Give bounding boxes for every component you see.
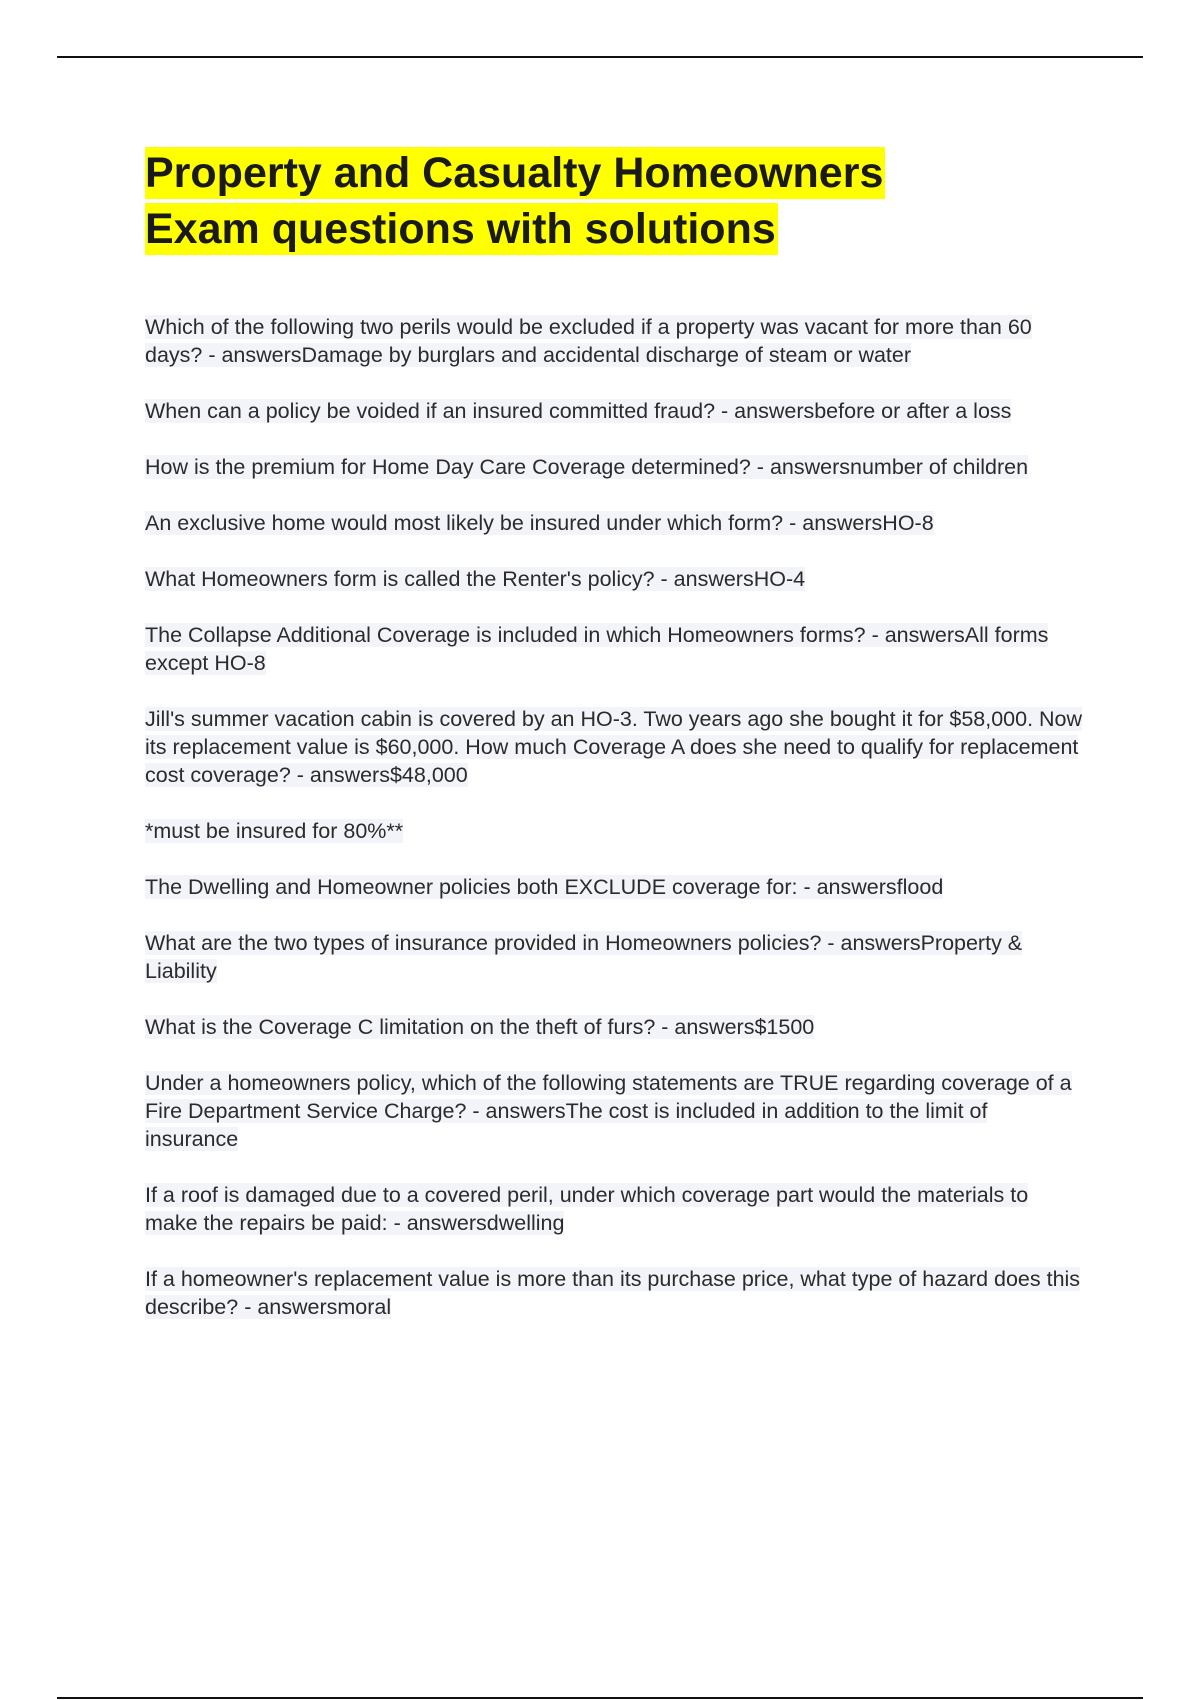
qa-text: If a homeowner's replacement value is more than its purchase price, what type of hazard does this describe? - answersmoral bbox=[145, 1267, 1081, 1319]
qa-text: The Collapse Additional Coverage is included in which Homeowners forms? - answersAll forms except HO-8 bbox=[145, 623, 1049, 675]
qa-item bbox=[145, 621, 1085, 677]
qa-item bbox=[145, 705, 1085, 789]
title-line-1: Property and Casualty Homeowners bbox=[145, 149, 884, 197]
top-rule bbox=[57, 56, 1143, 58]
qa-text: How is the premium for Home Day Care Coverage determined? - answersnumber of children bbox=[145, 455, 1029, 479]
qa-item bbox=[145, 397, 1085, 425]
qa-item bbox=[145, 1265, 1085, 1321]
qa-item bbox=[145, 873, 1085, 901]
qa-text: What is the Coverage C limitation on the theft of furs? - answers$1500 bbox=[145, 1015, 815, 1039]
qa-text: What Homeowners form is called the Renter's policy? - answersHO-4 bbox=[145, 567, 806, 591]
qa-item bbox=[145, 565, 1085, 593]
qa-text: Under a homeowners policy, which of the following statements are TRUE regarding coverage of a Fire Department Service Charge? - answersThe cost is included in addition to the limit of insurance bbox=[145, 1071, 1072, 1151]
document-title bbox=[145, 145, 1085, 257]
qa-item bbox=[145, 1069, 1085, 1153]
bottom-rule bbox=[57, 1697, 1143, 1699]
qa-text: If a roof is damaged due to a covered peril, under which coverage part would the materials to make the repairs be paid: - answersdwelling bbox=[145, 1183, 1029, 1235]
qa-item bbox=[145, 453, 1085, 481]
document-body bbox=[145, 145, 1085, 1349]
qa-item bbox=[145, 313, 1085, 369]
qa-text: Jill's summer vacation cabin is covered by an HO-3. Two years ago she bought it for $58,000. Now its replacement value is $60,000. How much Coverage A does she need to qualify for replacement cost coverage? - answers$48,000 bbox=[145, 707, 1083, 787]
qa-text: The Dwelling and Homeowner policies both EXCLUDE coverage for: - answersflood bbox=[145, 875, 944, 899]
qa-text: When can a policy be voided if an insured committed fraud? - answersbefore or after a loss bbox=[145, 399, 1012, 423]
qa-item bbox=[145, 929, 1085, 985]
qa-text: What are the two types of insurance provided in Homeowners policies? - answersProperty & Liability bbox=[145, 931, 1023, 983]
qa-item bbox=[145, 1181, 1085, 1237]
qa-text: Which of the following two perils would be excluded if a property was vacant for more than 60 days? - answersDamage by burglars and accidental discharge of steam or water bbox=[145, 315, 1032, 367]
qa-text: *must be insured for 80%** bbox=[145, 819, 404, 843]
qa-item bbox=[145, 1013, 1085, 1041]
qa-text: An exclusive home would most likely be insured under which form? - answersHO-8 bbox=[145, 511, 934, 535]
qa-note bbox=[145, 817, 1085, 845]
qa-list bbox=[145, 313, 1085, 1321]
title-line-2: Exam questions with solutions bbox=[145, 205, 776, 253]
qa-item bbox=[145, 509, 1085, 537]
